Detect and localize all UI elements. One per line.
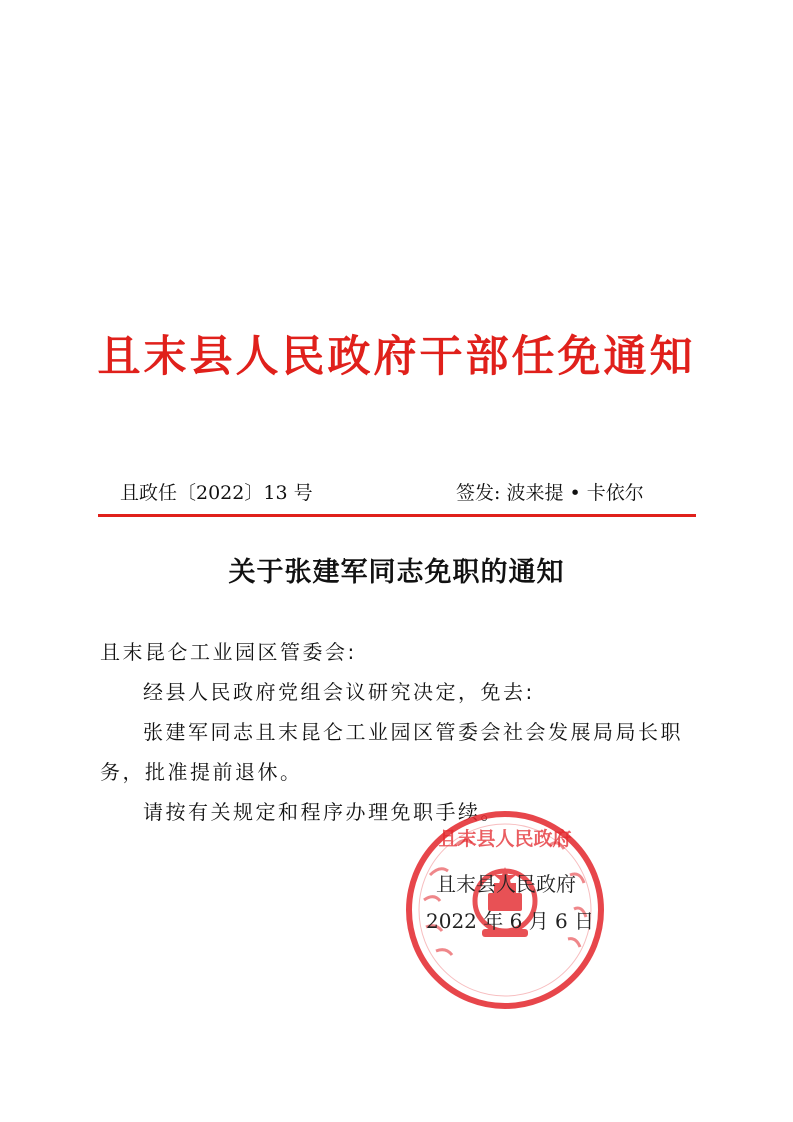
body-paragraph: 务，批准提前退休。 <box>100 760 303 784</box>
signature-block <box>426 866 626 940</box>
signer-line: 签发: 波来提 • 卡依尔 <box>456 482 644 504</box>
document-number: 且政任〔2022〕13 号 <box>120 482 313 504</box>
notice-title: 关于张建军同志免职的通知 <box>228 557 565 588</box>
body-paragraph: 张建军同志且末昆仑工业园区管委会社会发展局局长职 <box>143 720 683 744</box>
recipient-line: 且末昆仑工业园区管委会: <box>100 640 357 664</box>
issuer-name: 且末县人民政府 <box>436 872 576 896</box>
body-paragraph: 经县人民政府党组会议研究决定，免去: <box>143 680 535 704</box>
body-paragraph: 请按有关规定和程序办理免职手续。 <box>143 800 503 824</box>
issue-date: 2022 年 6 月 6 日 <box>426 909 595 933</box>
red-divider-rule <box>98 514 696 517</box>
seal-text: 且末县人民政府 <box>438 828 572 850</box>
red-header-title: 且末县人民政府干部任免通知 <box>97 332 696 382</box>
